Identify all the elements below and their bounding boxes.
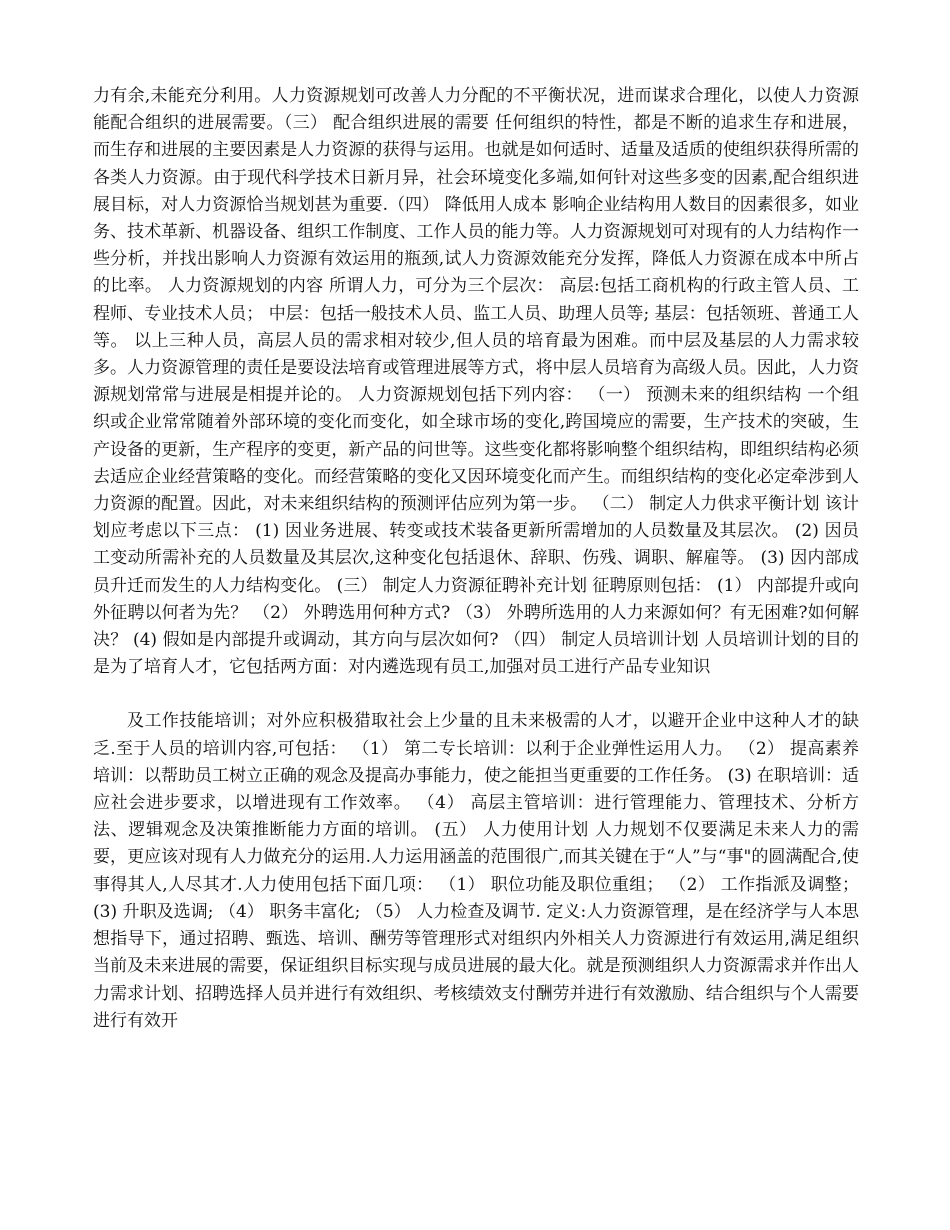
document-body: [93, 83, 859, 1035]
paragraph-2: 及工作技能培训；对外应积极猎取社会上少量的且未来极需的人才，以避开企业中这种人才的缺乏.至于人员的培训内容,可包括： （1） 第二专长培训：以利于企业弹性运用人力。 （2） 提高素养培训：以帮助员工树立正确的观念及提高办事能力，使之能担当更重要的工作任务。 (3) 在职培训：适应社会进步要求，以增进现有工作效率。 （4） 高层主管培训：进行管理能力、管理技术、分析方法、逻辑观念及决策推断能力方面的培训。 (五） 人力使用计划 人力规划不仅要满足未来人力的需要，更应该对现有人力做充分的运用.人力运用涵盖的范围很广,而其关键在于“人”与“事"的圆满配合,使事得其人,人尽其才.人力使用包括下面几项： （1） 职位功能及职位重组； （2） 工作指派及调整； (3) 升职及选调; （4） 职务丰富化; （5） 人力检查及调节. 定义:人力资源管理，是在经济学与人本思想指导下，通过招聘、甄选、培训、酬劳等管理形式对组织内外相关人力资源进行有效运用,满足组织当前及未来进展的需要，保证组织目标实现与成员进展的最大化。就是预测组织人力资源需求并作出人力需求计划、招聘选择人员并进行有效组织、考核绩效支付酬劳并进行有效激励、结合组织与个人需要进行有效开: [93, 711, 859, 1031]
paragraph-1: 力有余,未能充分利用。人力资源规划可改善人力分配的不平衡状况，进而谋求合理化，以使人力资源能配合组织的进展需要。（三） 配合组织进展的需要 任何组织的特性，都是不断的追求生存和进展，而生存和进展的主要因素是人力资源的获得与运用。也就是如何适时、适量及适质的使组织获得所需的各类人力资源。由于现代科学技术日新月异，社会环境变化多端,如何针对这些多变的因素,配合组织进展目标，对人力资源恰当规划甚为重要.（四） 降低用人成本 影响企业结构用人数目的因素很多，如业务、技术革新、机器设备、组织工作制度、工作人员的能力等。人力资源规划可对现有的人力结构作一些分析，并找出影响人力资源有效运用的瓶颈,试人力资源效能充分发挥，降低人力资源在成本中所占的比率。 人力资源规划的内容 所谓人力，可分为三个层次： 高层:包括工商机构的行政主管人员、工程师、专业技术人员； 中层：包括一般技术人员、监工人员、助理人员等; 基层：包括领班、普通工人等。 以上三种人员，高层人员的需求相对较少,但人员的培育最为困难。而中层及基层的人力需求较多。人力资源管理的责任是要设法培育或管理进展等方式，将中层人员培育为高级人员。因此，人力资源规划常常与进展是相提并论的。 人力资源规划包括下列内容： （一） 预测未来的组织结构 一个组织或企业常常随着外部环境的变化而变化，如全球市场的变化,跨国境应的需要，生产技术的突破，生产设备的更新，生产程序的变更，新产品的问世等。这些变化都将影响整个组织结构，即组织结构必须去适应企业经营策略的变化。而经营策略的变化又因环境变化而产生。而组织结构的变化必定牵涉到人力资源的配置。因此，对未来组织结构的预测评估应列为第一步。 （二） 制定人力供求平衡计划 该计划应考虑以下三点： (1) 因业务进展、转变或技术装备更新所需增加的人员数量及其层次。 (2) 因员工变动所需补充的人员数量及其层次,这种变化包括退休、辞职、伤残、调职、解雇等。 (3) 因内部成员升迁而发生的人力结构变化。 (三） 制定人力资源征聘补充计划 征聘原则包括： (1） 内部提升或向外征聘以何者为先？ （2） 外聘选用何种方式? （3） 外聘所选用的人力来源如何？有无困难?如何解决？ (4) 假如是内部提升或调动，其方向与层次如何? （四） 制定人员培训计划 人员培训计划的目的是为了培育人才，它包括两方面：对内遴选现有员工,加强对员工进行产品专业知识: [93, 86, 859, 678]
